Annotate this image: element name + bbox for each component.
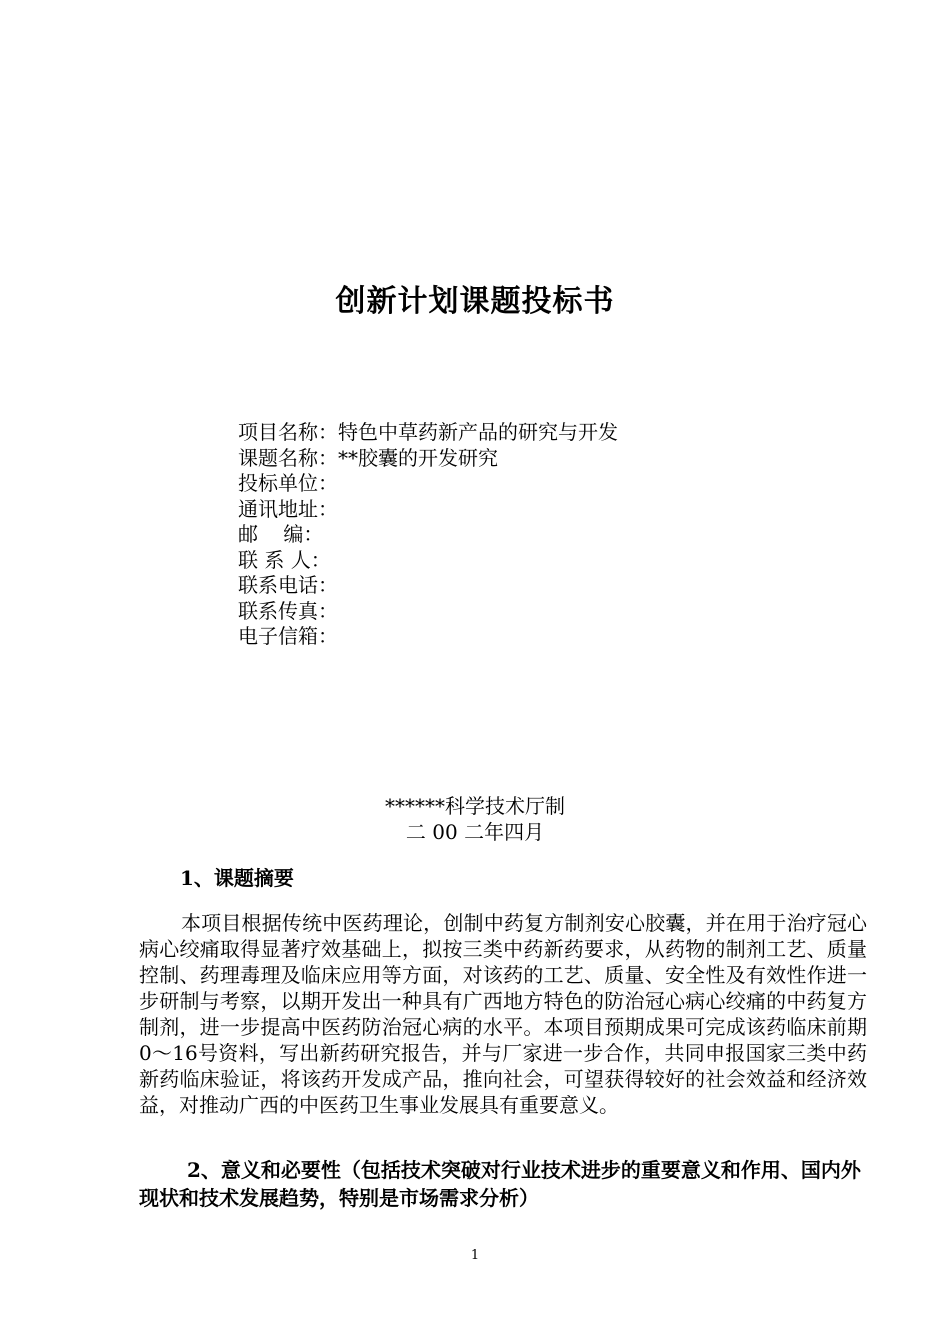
field-label: 联系传真： [238,598,338,623]
section-heading-significance: 2、意义和必要性（包括技术突破对行业技术进步的重要意义和作用、国内外现状和技术发展趋势，特别是市场需求分析） [139,1158,861,1210]
summary-paragraph: 本项目根据传统中医药理论，创制中药复方制剂安心胶囊，并在用于治疗冠心病心绞痛取得显著疗效基础上，拟按三类中药新药要求，从药物的制剂工艺、质量控制、药理毒理及临床应用等方面，对该药的工艺、质量、安全性及有效性作进一步研制与考察，以期开发出一种具有广西地方特色的防治冠心病心绞痛的中药复方制剂，进一步提高中医药防治冠心病的水平。本项目预期成果可完成该药临床前期0～16号资料，写出新药研究报告，并与厂家进一步合作，共同申报国家三类中药新药临床验证，将该药开发成产品，推向社会，可望获得较好的社会效益和经济效益，对推动广西的中医药卫生事业发展具有重要意义。 [139,911,867,1117]
field-fax [238,599,618,625]
field-value: **胶囊的开发研究 [338,445,498,470]
field-label: 邮 编： [238,522,324,546]
field-bidding-unit [238,471,618,497]
field-project-name [238,420,618,446]
field-label: 联系电话： [238,573,338,597]
field-label: 通讯地址： [238,496,338,521]
field-label: 联 系 人： [238,547,331,572]
field-label: 课题名称： [238,445,338,470]
field-topic-name [238,446,618,472]
section-heading-summary: 1、课题摘要 [180,866,294,890]
field-value: 特色中草药新产品的研究与开发 [338,420,618,444]
field-contact-person [238,548,618,574]
field-mailing-address [238,497,618,523]
page-number: 1 [470,1248,480,1263]
issue-date: 二 00 二年四月 [405,820,545,844]
issuer-name: ******科学技术厅制 [385,794,565,818]
field-phone [238,573,618,599]
field-email [238,624,618,650]
document-title: 创新计划课题投标书 [335,284,615,319]
field-label: 项目名称： [238,420,338,444]
field-label: 电子信箱： [238,624,338,648]
issuer-block [0,793,950,845]
cover-info-block [238,420,618,650]
field-label: 投标单位： [238,471,338,495]
field-postcode [238,522,618,548]
